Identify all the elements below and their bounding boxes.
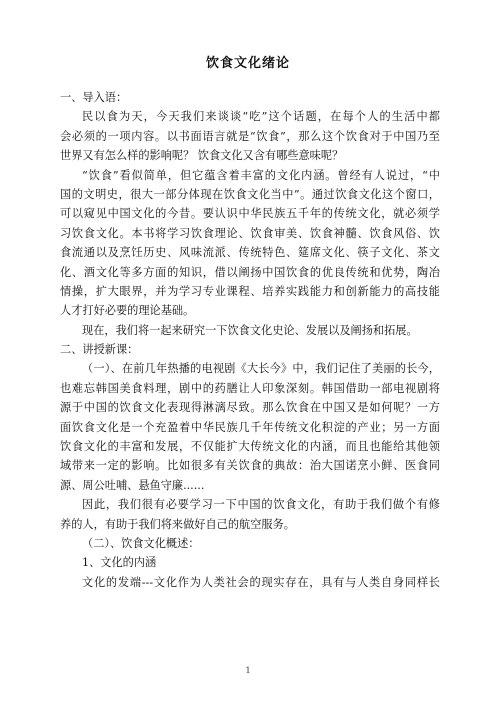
paragraph-line: 现在，我们将一起来研究一下饮食文化史论、发展以及阐扬和拓展。 (82, 323, 418, 337)
subsection-heading-culture: 1、文化的内涵 (82, 556, 157, 570)
document-body (60, 88, 440, 592)
paragraph-line: （一）、在前几年热播的电视剧《大长今》中，我们记住了美丽的长今， (82, 362, 440, 376)
paragraph-line: 面饮食文化是一个充盈着中华民族几千年传统文化积淀的产业；另一方面 (60, 420, 440, 434)
paragraph-line: 习饮食文化。本书将学习饮食理论、饮食审美、饮食神髓、饮食风俗、饮 (60, 226, 440, 240)
paragraph-line: 养的人，有助于我们将来做好自己的航空服务。 (60, 517, 295, 531)
section-heading-lecture: 二、讲授新课： (60, 343, 139, 357)
subsection-heading-overview: （二）、饮食文化概述： (82, 536, 200, 550)
paragraph-line: 化、酒文化等多方面的知识，借以阐扬中国饮食的优良传统和优势，陶冶 (60, 265, 440, 279)
paragraph-line: 人才打好必要的理论基础。 (60, 304, 195, 318)
paragraph-line: “饮食”看似简单，但它蕴含着丰富的文化内涵。曾经有人说过，“中 (82, 168, 440, 182)
paragraph-line: 民以食为天，今天我们来谈谈“吃”这个话题，在每个人的生活中都 (82, 110, 440, 124)
paragraph-line: 源于中国的饮食文化表现得淋漓尽致。那么饮食在中国又是如何呢？一方 (60, 401, 440, 415)
section-heading-intro: 一、导入语： (60, 91, 128, 104)
paragraph-line: 文化的发端---文化作为人类社会的现实存在，具有与人类自身同样长 (82, 575, 440, 589)
paragraph-line: 域带来一定的影响。比如很多有关饮食的典故：治大国诺烹小鲜、医食同 (60, 459, 440, 473)
paragraph-line: 也难忘韩国美食料理，剧中的药膳让人印象深刻。韩国借助一部电视剧将 (60, 381, 440, 395)
paragraph-line: 可以窥见中国文化的今昔。要认识中华民族五千年的传统文化，就必须学 (60, 207, 440, 221)
page-number: 1 (245, 666, 251, 675)
paragraph-line: 情操，扩大眼界，并为学习专业课程、培养实践能力和创新能力的高技能 (60, 284, 440, 298)
paragraph-line: 源、周公吐哺、悬鱼守廉...... (60, 478, 205, 492)
paragraph-line: 世界又有怎么样的影响呢？ 饮食文化又含有哪些意味呢？ (60, 149, 344, 163)
paragraph-line: 饮食文化的丰富和发展，不仅能扩大传统文化的内涵，而且也能给其他领 (60, 440, 440, 454)
paragraph-line: 国的文明史，很大一部分体现在饮食文化当中”。通过饮食文化这个窗口， (60, 187, 440, 201)
paragraph-line: 因此，我们很有必要学习一下中国的饮食文化，有助于我们做个有修 (82, 498, 440, 512)
paragraph-line: 会必须的一项内容。以书面语言就是“饮食”，那么这个饮食对于中国乃至 (60, 129, 440, 143)
paragraph-line: 食流通以及烹饪历史、风味流派、传统特色、筵席文化、筷子文化、茶文 (60, 246, 440, 260)
document-title: 饮食文化绪论 (205, 56, 290, 71)
